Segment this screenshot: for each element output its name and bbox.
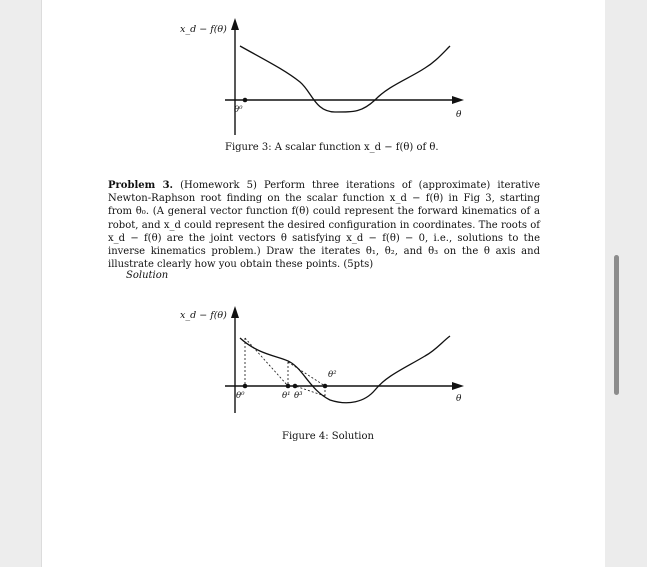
figure-4-theta3-point — [293, 384, 298, 389]
figure-3-y-label: x_d − f(θ) — [180, 24, 227, 35]
figure-3-caption — [225, 142, 439, 153]
figure-4-caption — [282, 431, 374, 442]
figure-4-theta1-label: θ¹ — [282, 391, 291, 401]
figure-4-y-arrow — [231, 306, 239, 318]
figure-4-y-label: x_d − f(θ) — [180, 310, 227, 321]
figure-4-caption-prefix: Figure 4: — [282, 431, 329, 442]
figure-4-x-label: θ — [456, 394, 462, 404]
problem-3-title: Problem 3. — [108, 180, 174, 191]
figure-3-x-arrow — [452, 96, 464, 104]
figure-4-theta2-label: θ² — [328, 370, 337, 380]
figure-3-y-arrow — [231, 18, 239, 30]
figure-4-x-arrow — [452, 382, 464, 390]
figure-4-theta0-point — [243, 384, 248, 389]
figure-4-theta0-label: θ⁰ — [236, 391, 245, 401]
figure-3-x-label: θ — [456, 110, 462, 120]
figure-4-curve — [240, 336, 450, 403]
figure-4-theta2-point — [323, 384, 328, 389]
solution-label: Solution — [126, 270, 169, 281]
figure-4-theta1-point — [286, 384, 291, 389]
problem-3 — [108, 179, 540, 271]
figure-3-caption-text: A scalar function x_d − f(θ) of θ. — [274, 142, 439, 153]
problem-3-body: (Homework 5) Perform three iterations of (approximate) iterative Newton-Raphson root finding on the scalar function x_d − f(θ) in Fig 3, starting from θ₀. (A general vector function f(θ) could represent the forward kinematics of a robot, and x_d could represent the desired configuration in coordinates. The roots of x_d − f(θ) are the joint vectors θ satisfying x_d − f(θ) − 0, i.e., solutions to the inverse kinematics problem.) Draw the iterates θ₁, θ₂, and θ₃ on the θ axis and illustrate clearly how you obtain these points. (5pts) — [108, 180, 540, 271]
figure-4-plot — [170, 298, 480, 413]
figure-4-tangent-1 — [288, 362, 325, 386]
scrollbar-thumb[interactable] — [614, 255, 619, 395]
figure-3-curve — [240, 46, 450, 112]
figure-4-caption-text: Solution — [331, 431, 374, 442]
figure-3-plot — [170, 10, 480, 135]
figure-3 — [170, 10, 480, 135]
figure-3-caption-prefix: Figure 3: — [225, 142, 272, 153]
figure-4-tangent-0 — [245, 338, 288, 386]
figure-4-theta3-label: θ³ — [294, 391, 303, 401]
viewer-gutter — [605, 0, 647, 567]
figure-3-theta0-label: θ⁰ — [234, 105, 243, 115]
figure-4 — [170, 298, 480, 413]
figure-3-theta0-point — [243, 98, 248, 103]
